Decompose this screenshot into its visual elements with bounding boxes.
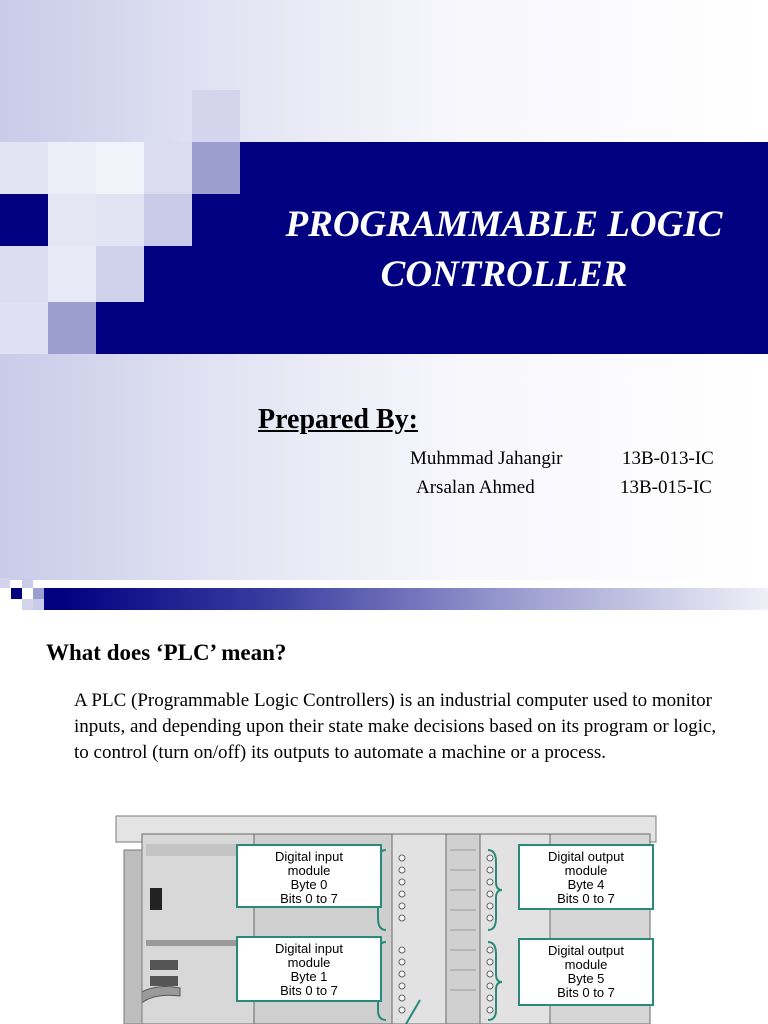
callout-digital-input-byte1 — [236, 936, 382, 1002]
decor-square — [192, 142, 240, 194]
decor-square — [144, 142, 192, 194]
decor-square — [0, 302, 48, 354]
callout-digital-input-byte0 — [236, 844, 382, 908]
prepared-by-label: Prepared By: — [258, 404, 418, 435]
callout-line: Digital input — [275, 849, 343, 864]
decor-square — [22, 578, 33, 588]
callout-line: module — [564, 863, 608, 878]
callout-line: Byte 5 — [567, 971, 605, 986]
author-id: 13B-013-IC — [622, 448, 714, 469]
callout-line: module — [564, 957, 608, 972]
author-id: 13B-015-IC — [620, 477, 712, 498]
callout-line: Bits 0 to 7 — [280, 983, 338, 998]
divider-strip — [56, 588, 768, 610]
decor-square — [11, 588, 22, 599]
slide-title — [240, 200, 768, 300]
decor-square — [48, 194, 96, 246]
decor-square — [0, 194, 48, 246]
callout-line: Digital output — [548, 943, 624, 958]
decor-square — [44, 588, 56, 610]
slide-title-line2: CONTROLLER — [380, 254, 628, 295]
callout-line: Byte 1 — [290, 969, 328, 984]
callout-line: Byte 0 — [290, 877, 328, 892]
slide2-body-text: A PLC (Programmable Logic Controllers) is an industrial computer used to monitor inputs, and depending upon their state make decisions based on its program or logic, to control (turn on/off) its outputs to automate a machine or a process. — [74, 690, 717, 763]
decor-square — [48, 142, 96, 194]
decor-square — [33, 588, 44, 599]
callout-line: Byte 4 — [567, 877, 605, 892]
decor-square — [96, 194, 144, 246]
callout-line: Bits 0 to 7 — [557, 985, 615, 1000]
plc-hardware-image — [110, 810, 670, 1024]
slide2-heading: What does ‘PLC’ mean? — [46, 640, 287, 665]
slide-title-line1: PROGRAMMABLE LOGIC — [285, 204, 723, 245]
decor-square — [96, 142, 144, 194]
decor-square — [0, 142, 48, 194]
author-name: Arsalan Ahmed — [416, 477, 535, 498]
callout-line: Bits 0 to 7 — [557, 891, 615, 906]
callout-line: module — [287, 863, 331, 878]
decor-square — [96, 246, 144, 302]
decor-square — [0, 578, 10, 588]
callout-digital-output-byte4 — [518, 844, 654, 910]
decor-square — [192, 90, 240, 142]
callout-digital-output-byte5 — [518, 938, 654, 1006]
decor-square — [0, 246, 48, 302]
decor-square — [48, 246, 96, 302]
callout-line: Digital output — [548, 849, 624, 864]
callout-line: Digital input — [275, 941, 343, 956]
decor-square — [144, 194, 192, 246]
decor-square — [22, 599, 33, 610]
callout-line: module — [287, 955, 331, 970]
decor-square — [48, 302, 96, 354]
callout-line: Bits 0 to 7 — [280, 891, 338, 906]
author-name: Muhmmad Jahangir — [410, 448, 563, 469]
decor-square — [33, 599, 44, 610]
